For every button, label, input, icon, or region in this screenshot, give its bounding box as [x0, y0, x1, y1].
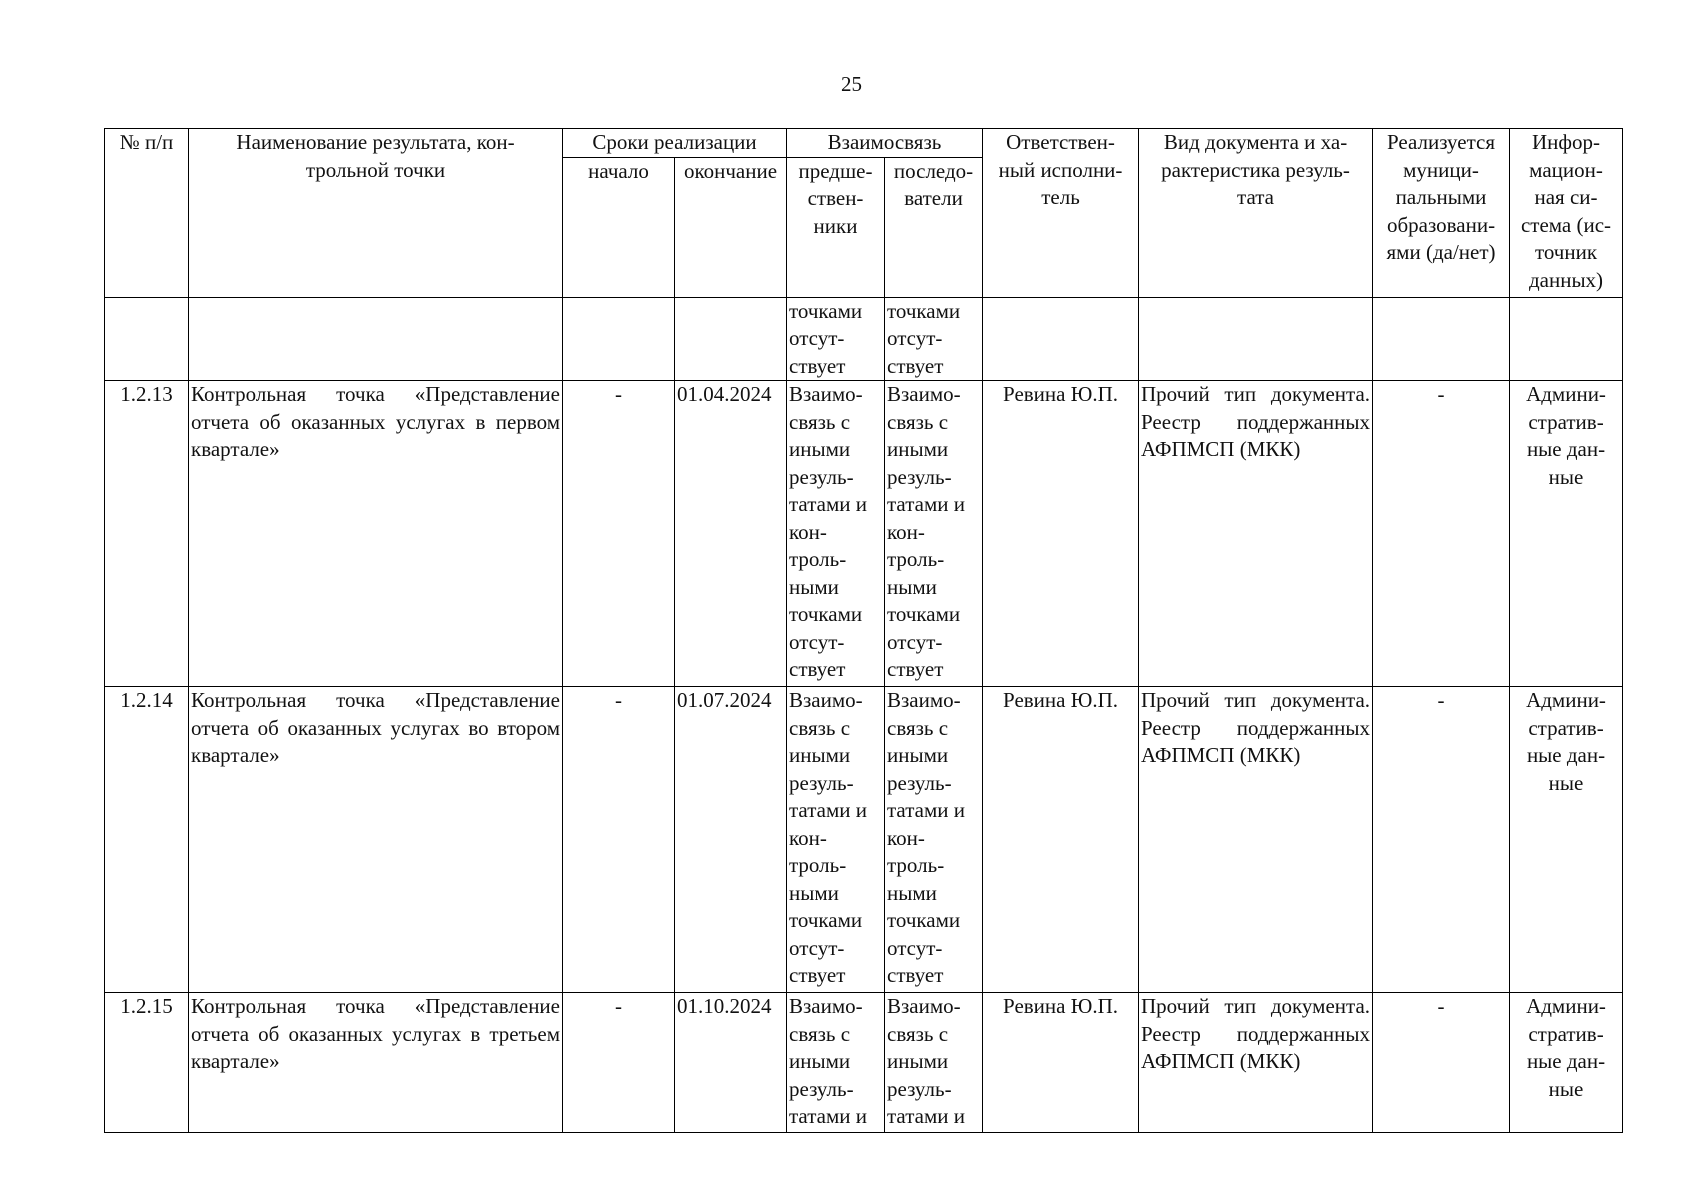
cell-end: 01.07.2024 [675, 687, 787, 993]
cell-predecessors: Взаимо- связь с иными резуль- татами и [787, 993, 885, 1133]
table-row [105, 993, 1623, 1133]
cell-num: 1.2.13 [105, 381, 189, 687]
cell-start [563, 297, 675, 381]
cell-responsible [983, 297, 1139, 381]
cell-predecessors: Взаимо- связь с иными резуль- татами и кон- троль- ными точками отсут- ствует [787, 381, 885, 687]
header-responsible: Ответствен- ный исполни- тель [983, 129, 1139, 298]
cell-num [105, 297, 189, 381]
header-doc-type: Вид документа и ха- рактеристика резуль- тата [1139, 129, 1373, 298]
header-municipal: Реализуется муници- пальными образовани- ями (да/нет) [1373, 129, 1510, 298]
cell-start: - [563, 687, 675, 993]
cell-end: 01.10.2024 [675, 993, 787, 1133]
header-info-system: Инфор- мацион- ная си- стема (ис- точник данных) [1510, 129, 1623, 298]
header-name: Наименование результата, кон- трольной точки [189, 129, 563, 298]
table-row-continuation [105, 297, 1623, 381]
table-row [105, 687, 1623, 993]
cell-municipal: - [1373, 381, 1510, 687]
cell-predecessors: Взаимо- связь с иными резуль- татами и кон- троль- ными точками отсут- ствует [787, 687, 885, 993]
cell-responsible: Ревина Ю.П. [983, 381, 1139, 687]
cell-successors: Взаимо- связь с иными резуль- татами и [885, 993, 983, 1133]
cell-info-system [1510, 297, 1623, 381]
cell-doc-type: Прочий тип документа. Реестр поддержанных АФПМСП (МКК) [1139, 381, 1373, 687]
cell-successors: Взаимо- связь с иными резуль- татами и кон- троль- ными точками отсут- ствует [885, 381, 983, 687]
cell-name: Контрольная точка «Представление отчета об оказанных услугах во втором квартале» [189, 687, 563, 993]
cell-responsible: Ревина Ю.П. [983, 993, 1139, 1133]
cell-name [189, 297, 563, 381]
header-successors: последо- ватели [885, 157, 983, 297]
cell-info-system: Админи- стратив- ные дан- ные [1510, 687, 1623, 993]
cell-municipal [1373, 297, 1510, 381]
cell-successors: точками отсут- ствует [885, 297, 983, 381]
header-predecessors: предше- ствен- ники [787, 157, 885, 297]
header-num: № п/п [105, 129, 189, 298]
cell-doc-type [1139, 297, 1373, 381]
cell-municipal: - [1373, 993, 1510, 1133]
cell-predecessors: точками отсут- ствует [787, 297, 885, 381]
cell-name: Контрольная точка «Представление отчета об оказанных услугах в первом квартале» [189, 381, 563, 687]
page-number: 25 [841, 72, 862, 96]
header-terms: Сроки реализации [563, 129, 787, 158]
cell-responsible: Ревина Ю.П. [983, 687, 1139, 993]
cell-info-system: Админи- стратив- ные дан- ные [1510, 381, 1623, 687]
header-end: окончание [675, 157, 787, 297]
cell-doc-type: Прочий тип документа. Реестр поддержанных АФПМСП (МКК) [1139, 993, 1373, 1133]
cell-start: - [563, 993, 675, 1133]
cell-start: - [563, 381, 675, 687]
header-start: начало [563, 157, 675, 297]
table-row [105, 381, 1623, 687]
cell-end: 01.04.2024 [675, 381, 787, 687]
cell-info-system: Админи- стратив- ные дан- ные [1510, 993, 1623, 1133]
control-points-table [104, 128, 1623, 1133]
cell-municipal: - [1373, 687, 1510, 993]
cell-doc-type: Прочий тип документа. Реестр поддержанных АФПМСП (МКК) [1139, 687, 1373, 993]
cell-num: 1.2.14 [105, 687, 189, 993]
cell-name: Контрольная точка «Представление отчета об оказанных услугах в третьем квартале» [189, 993, 563, 1133]
cell-end [675, 297, 787, 381]
cell-num: 1.2.15 [105, 993, 189, 1133]
cell-successors: Взаимо- связь с иными резуль- татами и кон- троль- ными точками отсут- ствует [885, 687, 983, 993]
header-relation: Взаимосвязь [787, 129, 983, 158]
